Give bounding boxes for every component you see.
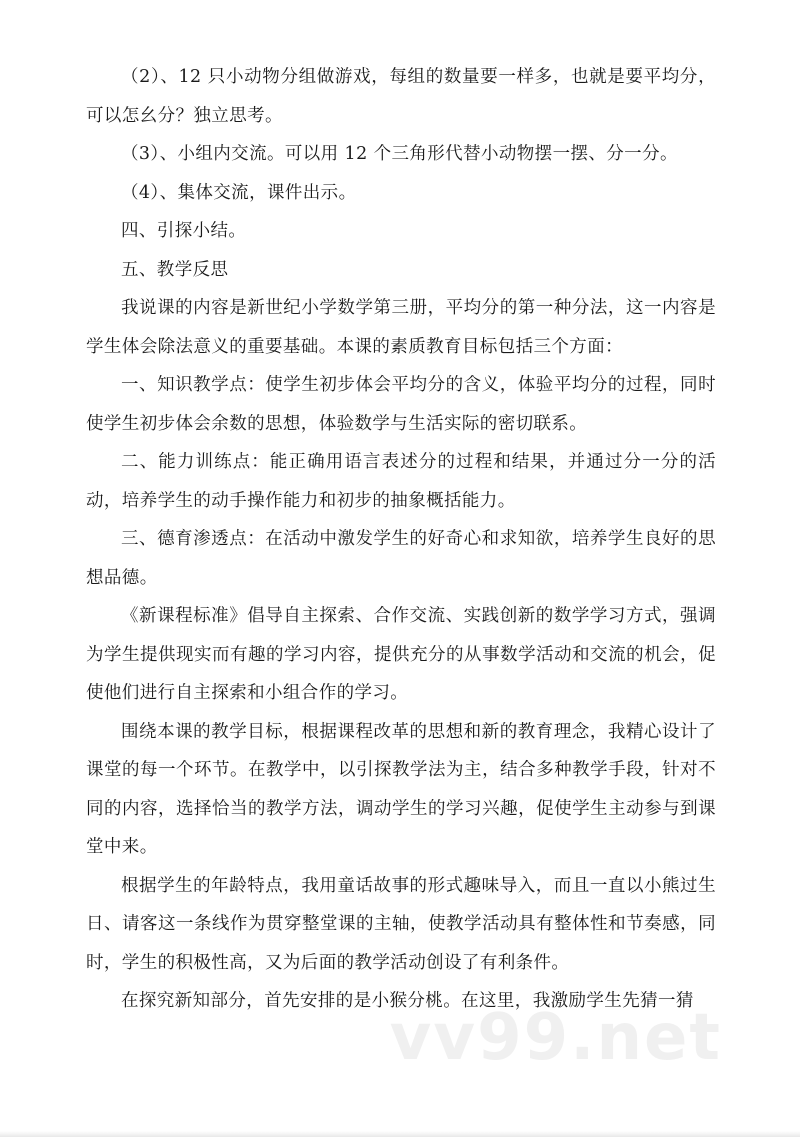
document-body	[86, 58, 716, 1021]
paragraph: 三、德育渗透点：在活动中激发学生的好奇心和求知欲，培养学生良好的思想品德。	[86, 529, 716, 588]
section-heading: 四、引探小结。	[121, 221, 247, 241]
paragraph: 根据学生的年龄特点，我用童话故事的形式趣味导入，而且一直以小熊过生日、请客这一条线作为贯穿整堂课的主轴，使教学活动具有整体性和节奏感，同时，学生的积极性高，又为后面的教学活动创设了有利条件。	[86, 875, 716, 973]
paragraph: 我说课的内容是新世纪小学数学第三册，平均分的第一种分法，这一内容是学生体会除法意义的重要基础。本课的素质教育目标包括三个方面：	[86, 298, 716, 357]
section-heading: 五、教学反思	[121, 259, 229, 280]
paragraph: 《新课程标准》倡导自主探索、合作交流、实践创新的数学学习方式，强调为学生提供现实而有趣的学习内容，提供充分的从事数学活动和交流的机会，促使他们进行自主探索和小组合作的学习。	[86, 606, 716, 703]
paragraph: 在探究新知部分，首先安排的是小猴分桃。在这里，我激励学生先猜一猜	[121, 991, 694, 1011]
site-watermark: vv99.net	[389, 1001, 722, 1075]
paragraph: （4）、集体交流，课件出示。	[121, 182, 357, 203]
paragraph: 一、知识教学点：使学生初步体会平均分的含义，体验平均分的过程，同时使学生初步体会余数的思想，体验数学与生活实际的密切联系。	[86, 375, 716, 434]
page-bottom-edge	[0, 1131, 800, 1137]
paragraph: （2）、12 只小动物分组做游戏，每组的数量要一样多，也就是要平均分，可以怎幺分？独立思考。	[86, 67, 716, 126]
paragraph: 围绕本课的教学目标，根据课程改革的思想和新的教育理念，我精心设计了课堂的每一个环节。在教学中，以引探教学法为主，结合多种教学手段，针对不同的内容，选择恰当的教学方法，调动学生的学习兴趣，促使学生主动参与到课堂中来。	[86, 721, 716, 857]
paragraph: （3）、小组内交流。可以用 12 个三角形代替小动物摆一摆、分一分。	[121, 144, 678, 164]
paragraph: 二、能力训练点：能正确用语言表述分的过程和结果，并通过分一分的活动，培养学生的动手操作能力和初步的抽象概括能力。	[86, 452, 716, 511]
